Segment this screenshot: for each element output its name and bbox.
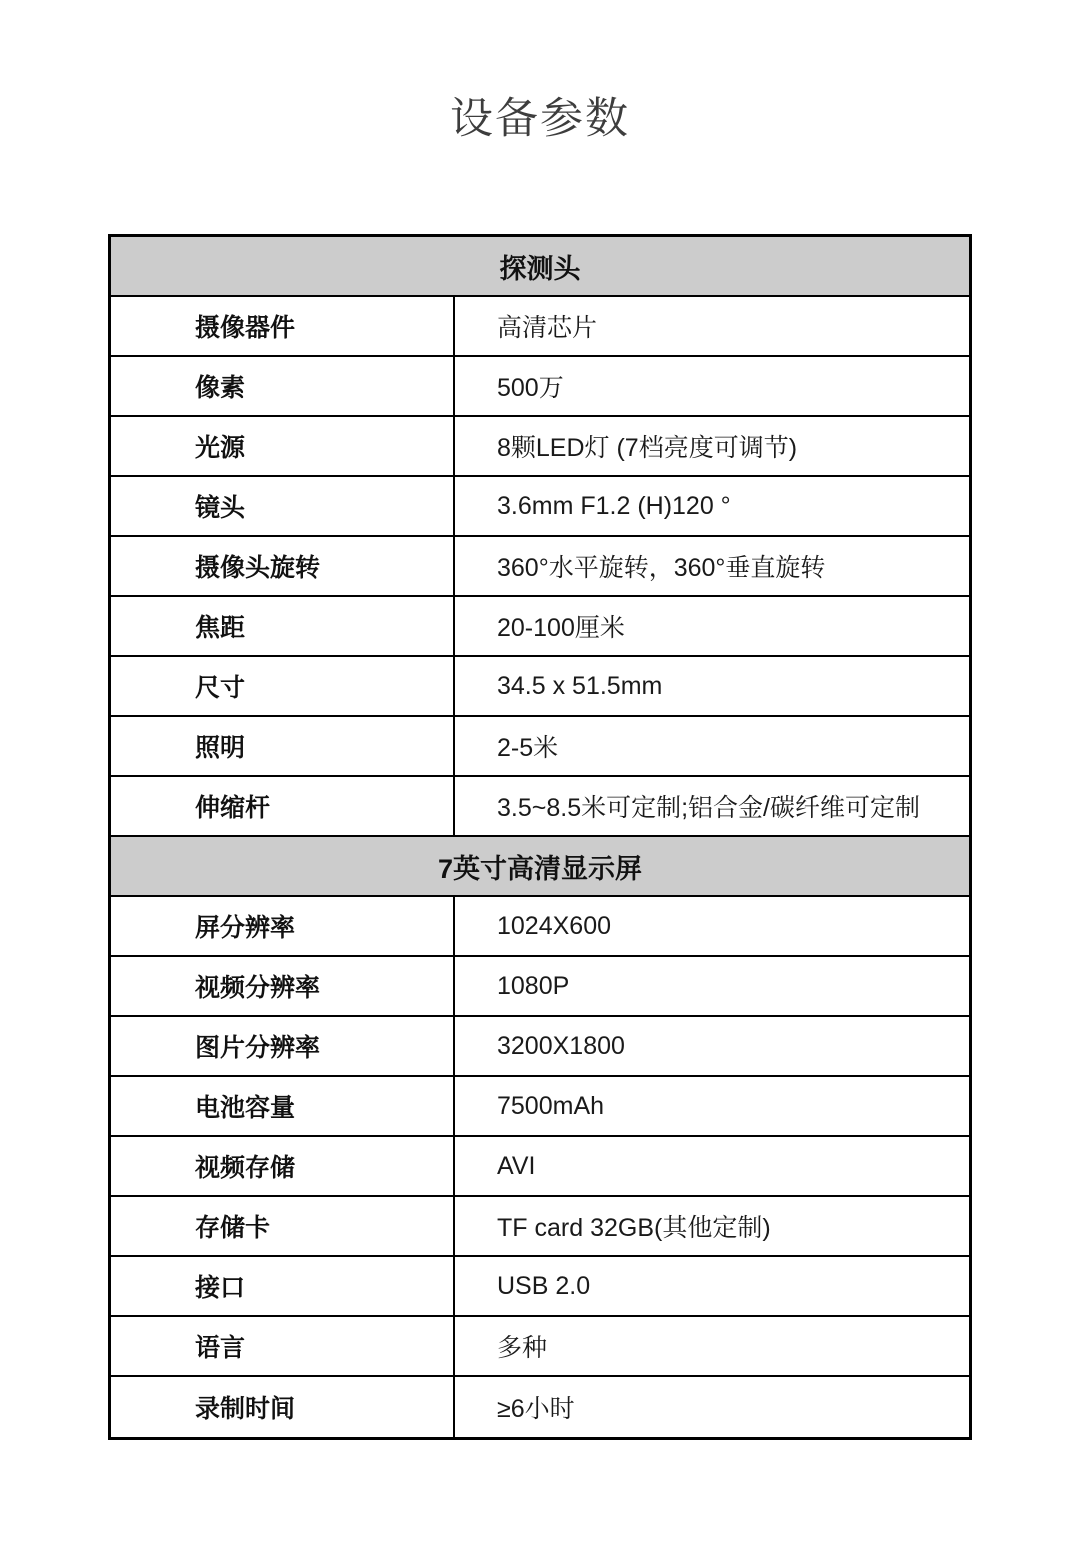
spec-label: 照明 bbox=[111, 717, 455, 775]
table-row bbox=[111, 897, 969, 957]
spec-label: 焦距 bbox=[111, 597, 455, 655]
spec-table bbox=[108, 234, 972, 1440]
table-row bbox=[111, 1017, 969, 1077]
spec-value: 20-100厘米 bbox=[497, 614, 625, 643]
table-row bbox=[111, 1317, 969, 1377]
spec-label: 光源 bbox=[111, 417, 455, 475]
table-row bbox=[111, 1257, 969, 1317]
table-row bbox=[111, 717, 969, 777]
spec-label: 存储卡 bbox=[111, 1197, 455, 1255]
spec-label: 伸缩杆 bbox=[111, 777, 455, 835]
spec-label: 电池容量 bbox=[111, 1077, 455, 1135]
spec-label: 摄像器件 bbox=[111, 297, 455, 355]
spec-label: 视频分辨率 bbox=[111, 957, 455, 1015]
spec-value: AVI bbox=[497, 1151, 536, 1180]
spec-label: 像素 bbox=[111, 357, 455, 415]
table-row bbox=[111, 957, 969, 1017]
spec-value: 360°水平旋转，360°垂直旋转 bbox=[497, 554, 826, 583]
table-row bbox=[111, 1137, 969, 1197]
section-header-display: 7英寸高清显示屏 bbox=[111, 837, 969, 897]
spec-value: 500万 bbox=[497, 374, 564, 403]
spec-value: 多种 bbox=[497, 1334, 548, 1363]
table-row bbox=[111, 357, 969, 417]
table-row bbox=[111, 537, 969, 597]
spec-value: 1080P bbox=[497, 971, 570, 1000]
spec-label: 屏分辨率 bbox=[111, 897, 455, 955]
section-header-detector: 探测头 bbox=[111, 237, 969, 297]
table-row bbox=[111, 1077, 969, 1137]
table-row bbox=[111, 657, 969, 717]
spec-value: TF card 32GB(其他定制) bbox=[497, 1214, 771, 1243]
spec-label: 摄像头旋转 bbox=[111, 537, 455, 595]
spec-value: 3.6mm F1.2 (H)120 ° bbox=[497, 491, 731, 520]
spec-label: 尺寸 bbox=[111, 657, 455, 715]
spec-value: 34.5 x 51.5mm bbox=[497, 671, 663, 700]
spec-value: 高清芯片 bbox=[497, 314, 598, 343]
table-row bbox=[111, 1377, 969, 1437]
page-title: 设备参数 bbox=[450, 95, 630, 143]
table-row bbox=[111, 297, 969, 357]
table-row bbox=[111, 1197, 969, 1257]
table-row bbox=[111, 777, 969, 837]
spec-value: 3200X1800 bbox=[497, 1031, 625, 1060]
table-row bbox=[111, 597, 969, 657]
spec-label: 镜头 bbox=[111, 477, 455, 535]
spec-value: USB 2.0 bbox=[497, 1271, 591, 1300]
spec-value: 1024X600 bbox=[497, 911, 612, 940]
spec-value: ≥6小时 bbox=[497, 1395, 575, 1424]
table-row bbox=[111, 417, 969, 477]
spec-value: 2-5米 bbox=[497, 734, 559, 763]
spec-label: 接口 bbox=[111, 1257, 455, 1315]
spec-value: 8颗LED灯 (7档亮度可调节) bbox=[497, 434, 798, 463]
spec-label: 图片分辨率 bbox=[111, 1017, 455, 1075]
table-row bbox=[111, 477, 969, 537]
spec-label: 语言 bbox=[111, 1317, 455, 1375]
spec-value: 7500mAh bbox=[497, 1091, 605, 1120]
spec-value: 3.5~8.5米可定制;铝合金/碳纤维可定制 bbox=[497, 794, 920, 823]
spec-label: 视频存储 bbox=[111, 1137, 455, 1195]
spec-label: 录制时间 bbox=[111, 1377, 455, 1437]
